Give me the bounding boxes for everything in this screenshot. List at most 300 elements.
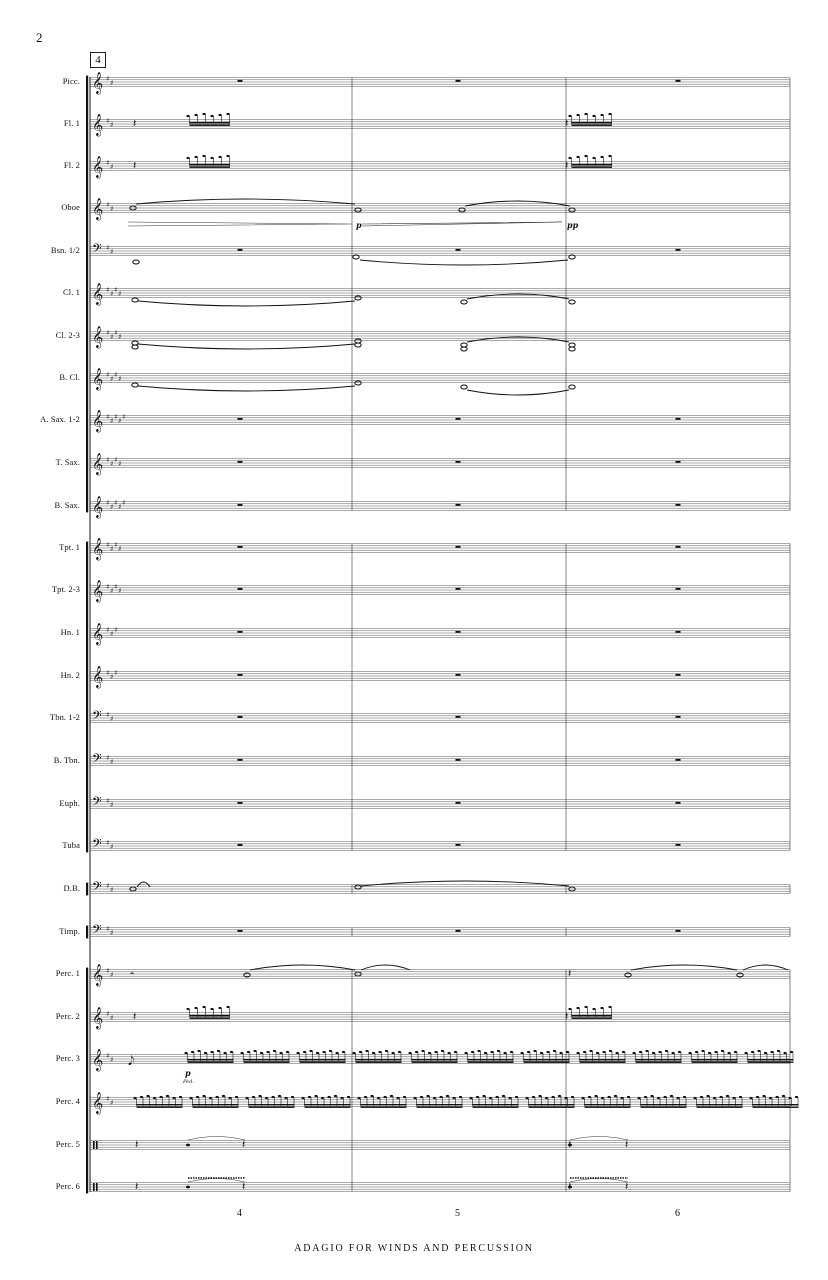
sixteenth-note [551,1096,554,1098]
whole-note [355,381,361,385]
beam [572,1018,613,1019]
beam [473,1107,519,1108]
staff-16 [90,714,790,723]
sharp-icon: ♯ [110,673,114,681]
sixteenth-note [756,1096,759,1098]
sixteenth-note [279,1052,282,1054]
sixteenth-note [744,1052,747,1054]
rehearsal-mark: 4 [90,52,106,68]
sixteenth-note [258,1095,261,1097]
beam [305,1104,351,1105]
whole-note [355,296,361,300]
whole-rest-icon [456,546,461,548]
sixteenth-note [592,157,595,159]
beam [137,1104,183,1105]
beam [356,1059,402,1060]
measure-number: 5 [455,1208,460,1219]
sixteenth-note [215,1096,218,1098]
page-number: 2 [36,30,43,45]
beam [697,1104,743,1105]
whole-rest-icon [676,631,681,633]
sixteenth-note [194,114,197,116]
measure-number: 4 [237,1208,242,1219]
sixteenth-note [734,1051,737,1053]
sixteenth-note [218,1007,221,1009]
beam [188,1062,234,1063]
sixteenth-note [553,1050,556,1052]
instrument-label: Picc. [62,76,80,86]
sixteenth-note [588,1096,591,1098]
sixteenth-note [426,1095,429,1097]
staff-15 [90,672,790,681]
footer-title: ADAGIO FOR WINDS AND PERCUSSION [294,1243,534,1254]
instrument-label: Fl. 2 [63,160,80,170]
percussion-clef-icon [93,1141,95,1149]
dynamic-marking: pp [567,220,579,230]
sharp-icon: ♯ [114,371,118,379]
decrescendo-hairpin [128,222,352,226]
beam [361,1104,407,1105]
quarter-rest-icon: 𝄽 [135,1138,139,1151]
whole-rest-icon [456,461,461,463]
beam [524,1059,570,1060]
whole-rest-icon [238,588,243,590]
sixteenth-note [497,1050,500,1052]
bass-clef-icon: 𝄢 [92,751,102,769]
whole-note [461,347,467,351]
whole-rest-icon [238,80,243,82]
sharp-icon: ♯ [114,583,118,591]
treble-clef-icon: 𝄞 [92,538,104,560]
sixteenth-note [471,1051,474,1053]
sixteenth-note [788,1097,791,1099]
sixteenth-note [217,1050,220,1052]
sharp-icon: ♯ [110,333,114,341]
tie-curve [361,881,569,886]
sharp-icon: ♯ [122,413,126,421]
sharp-icon: ♯ [110,1056,114,1064]
sharp-icon: ♯ [106,499,110,507]
beam [137,1107,183,1108]
sixteenth-note [396,1097,399,1099]
sixteenth-note [540,1052,543,1054]
whole-note [569,347,575,351]
sharp-icon: ♯ [110,1014,114,1022]
sharp-icon: ♯ [106,413,110,421]
group-bracket [86,926,88,939]
instrument-label: A. Sax. 1-2 [40,414,80,424]
sixteenth-note [166,1095,169,1097]
sixteenth-note [658,1051,661,1053]
treble-clef-icon: 𝄞 [92,964,104,986]
treble-clef-icon: 𝄞 [92,198,104,220]
treble-clef-icon: 𝄞 [92,453,104,475]
whole-rest-icon [238,504,243,506]
sharp-icon: ♯ [110,79,114,87]
dynamic-marking: p [356,220,362,230]
note-head [568,1186,572,1189]
sixteenth-note [700,1096,703,1098]
sixteenth-note [764,1052,767,1054]
sharp-icon: ♯ [114,456,118,464]
sixteenth-note [663,1096,666,1098]
sixteenth-note [600,156,603,158]
sixteenth-note [391,1052,394,1054]
sixteenth-note [581,1097,584,1099]
sixteenth-note [447,1052,450,1054]
sixteenth-note [706,1095,709,1097]
sixteenth-note [693,1097,696,1099]
beam [249,1104,295,1105]
treble-clef-icon: 𝄞 [92,326,104,348]
whole-rest-icon [676,588,681,590]
sixteenth-note [245,1097,248,1099]
sixteenth-note [637,1097,640,1099]
sixteenth-note [795,1096,798,1098]
whole-rest-icon [456,930,461,932]
whole-rest-icon [238,930,243,932]
whole-rest-icon [238,716,243,718]
sixteenth-note [202,1095,205,1097]
sixteenth-note [726,1095,729,1097]
beam [300,1059,346,1060]
sixteenth-note [210,157,213,159]
sharp-icon: ♯ [106,329,110,337]
percussion-clef-icon [93,1183,95,1191]
sixteenth-note [189,1097,192,1099]
tie-curve [467,337,569,342]
bass-clef-icon: 𝄢 [92,794,102,812]
sixteenth-note [133,1097,136,1099]
beam [361,1107,407,1108]
sixteenth-note [441,1050,444,1052]
sharp-icon: ♯ [110,1099,114,1107]
beam [190,1015,231,1016]
grace-note-icon: 𝅘𝅥𝅮 [128,1054,135,1069]
staff-8 [90,374,790,383]
sharp-icon: ♯ [106,711,110,719]
whole-rest-icon [238,844,243,846]
staff-3 [90,162,790,171]
sixteenth-note [762,1095,765,1097]
sixteenth-note [584,155,587,157]
group-bracket [86,542,88,853]
sharp-icon: ♯ [118,503,122,511]
sixteenth-note [240,1052,243,1054]
sharp-icon: ♯ [122,499,126,507]
sixteenth-note [558,1095,561,1097]
sixteenth-note [452,1097,455,1099]
sixteenth-note [266,1051,269,1053]
whole-note [355,343,361,347]
sharp-icon: ♯ [106,583,110,591]
sixteenth-note [403,1096,406,1098]
sixteenth-note [645,1050,648,1052]
beam [190,125,231,126]
sixteenth-note [533,1050,536,1052]
measure-number: 6 [675,1208,680,1219]
sixteenth-note [253,1050,256,1052]
sixteenth-note [377,1097,380,1099]
sixteenth-note [342,1051,345,1053]
sixteenth-note [186,1008,189,1010]
sharp-icon: ♯ [114,669,118,677]
crescendo-slur [188,1137,245,1141]
sixteenth-note [273,1050,276,1052]
sixteenth-note [527,1051,530,1053]
sharp-icon: ♯ [110,375,114,383]
beam [692,1059,738,1060]
sixteenth-note [644,1096,647,1098]
sharp-icon: ♯ [110,587,114,595]
sharp-icon: ♯ [106,839,110,847]
sixteenth-note [385,1050,388,1052]
sixteenth-note [757,1050,760,1052]
beam [468,1062,514,1063]
beam [193,1104,239,1105]
sixteenth-note [340,1097,343,1099]
sharp-icon: ♯ [110,886,114,894]
beam [190,167,231,168]
treble-clef-icon: 𝄞 [92,283,104,305]
sixteenth-note [589,1050,592,1052]
sixteenth-note [364,1096,367,1098]
whole-rest-icon [456,588,461,590]
whole-rest-icon [456,674,461,676]
sixteenth-note [352,1052,355,1054]
beam [190,164,231,165]
staff-21 [90,928,790,937]
sixteenth-note [482,1095,485,1097]
whole-note [132,341,138,345]
sixteenth-note [398,1051,401,1053]
quarter-rest-icon: 𝄽 [625,1180,629,1193]
instrument-label: Bsn. 1/2 [50,245,80,255]
sixteenth-note [571,1096,574,1098]
sixteenth-note [769,1097,772,1099]
beam [572,125,613,126]
pedal-marking: Ped. [183,1079,194,1085]
whole-rest-icon [676,461,681,463]
sixteenth-note [209,1097,212,1099]
beam [585,1104,631,1105]
sixteenth-note [469,1097,472,1099]
sharp-icon: ♯ [110,503,114,511]
sixteenth-note [695,1051,698,1053]
sixteenth-note [202,155,205,157]
whole-rest-icon [238,461,243,463]
note-head [186,1144,190,1147]
instrument-label: Perc. 6 [55,1181,80,1191]
sixteenth-note [433,1097,436,1099]
tie-curve [138,301,355,306]
instrument-label: Hn. 1 [60,627,80,637]
sixteenth-note [600,1007,603,1009]
quarter-rest-icon: 𝄽 [133,1010,137,1023]
sharp-icon: ♯ [106,75,110,83]
instrument-label: Euph. [59,798,80,808]
instrument-label: B. Tbn. [53,755,80,765]
bass-clef-icon: 𝄢 [92,836,102,854]
whole-note [569,343,575,347]
sixteenth-note [751,1051,754,1053]
whole-rest-icon [456,249,461,251]
beam [636,1059,682,1060]
sharp-icon: ♯ [118,333,122,341]
sixteenth-note [632,1052,635,1054]
whole-rest-icon [676,930,681,932]
whole-note [461,343,467,347]
sixteenth-note [620,1097,623,1099]
treble-clef-icon: 𝄞 [92,72,104,94]
sharp-icon: ♯ [106,925,110,933]
bass-clef-icon: 𝄢 [92,879,102,897]
sixteenth-note [194,1007,197,1009]
staff-26 [90,1141,790,1150]
sixteenth-note [484,1052,487,1054]
whole-rest-icon [456,418,461,420]
beam [572,122,613,123]
sixteenth-note [223,1052,226,1054]
whole-note [132,298,138,302]
bass-clef-icon: 𝄢 [92,241,102,259]
quarter-rest-icon: 𝄽 [565,1010,569,1023]
sharp-icon: ♯ [110,929,114,937]
whole-rest-icon [676,418,681,420]
sharp-icon: ♯ [106,754,110,762]
sixteenth-note [676,1097,679,1099]
whole-rest-icon [676,80,681,82]
sixteenth-note [218,114,221,116]
group-bracket [86,76,88,513]
sixteenth-note [459,1096,462,1098]
sixteenth-note [186,157,189,159]
sixteenth-note [291,1096,294,1098]
quarter-rest-icon: 𝄽 [135,1180,139,1193]
sixteenth-note [329,1050,332,1052]
sixteenth-note [228,1097,231,1099]
sharp-icon: ♯ [106,797,110,805]
treble-clef-icon: 𝄞 [92,666,104,688]
sixteenth-note [365,1050,368,1052]
sixteenth-note [584,113,587,115]
beam [412,1059,458,1060]
sixteenth-note [568,115,571,117]
sixteenth-note [146,1095,149,1097]
sixteenth-note [683,1096,686,1098]
treble-clef-icon: 𝄞 [92,114,104,136]
instrument-label: Perc. 2 [55,1011,80,1021]
staff-1 [90,78,790,87]
sharp-icon: ♯ [118,460,122,468]
sixteenth-note [538,1095,541,1097]
sixteenth-note [230,1051,233,1053]
tie-curve [467,390,569,395]
beam [473,1104,519,1105]
sixteenth-note [172,1097,175,1099]
bass-clef-icon: 𝄢 [92,708,102,726]
staff-23 [90,1013,790,1022]
staff-4 [90,204,790,213]
sixteenth-note [309,1050,312,1052]
sixteenth-note [489,1097,492,1099]
treble-clef-icon: 𝄞 [92,623,104,645]
whole-rest-icon [238,802,243,804]
sharp-icon: ♯ [114,541,118,549]
decrescendo-hairpin [362,222,562,226]
sixteenth-note [545,1097,548,1099]
staff-19 [90,842,790,851]
beam [641,1104,687,1105]
whole-rest-icon [676,674,681,676]
sixteenth-note [252,1096,255,1098]
beam [748,1062,794,1063]
whole-rest-icon [238,674,243,676]
quarter-rest-icon: 𝄽 [133,117,137,130]
instrument-label: Perc. 3 [55,1053,80,1063]
sixteenth-note [415,1051,418,1053]
beam [193,1107,239,1108]
sixteenth-note [197,1050,200,1052]
whole-rest-icon [456,802,461,804]
instrument-label: Timp. [59,926,80,936]
instrument-label: Fl. 1 [63,118,80,128]
sixteenth-note [583,1051,586,1053]
sixteenth-note [559,1052,562,1054]
sixteenth-note [159,1096,162,1098]
whole-rest-icon [676,504,681,506]
whole-note [461,385,467,389]
beam [249,1107,295,1108]
sixteenth-note [790,1051,793,1053]
sixteenth-note [576,1007,579,1009]
sharp-icon: ♯ [118,587,122,595]
sixteenth-note [210,1051,213,1053]
sixteenth-note [284,1097,287,1099]
sharp-icon: ♯ [110,545,114,553]
quarter-rest-icon: 𝄽 [242,1138,246,1151]
beam [580,1059,626,1060]
sixteenth-note [600,114,603,116]
beam [636,1062,682,1063]
treble-clef-icon: 𝄞 [92,580,104,602]
beam [572,1015,613,1016]
beam [641,1107,687,1108]
sixteenth-note [566,1051,569,1053]
sixteenth-note [378,1051,381,1053]
percussion-clef-icon [96,1141,98,1149]
sharp-icon: ♯ [106,159,110,167]
tie-curve [250,965,355,970]
sixteenth-note [546,1051,549,1053]
whole-note [569,300,575,304]
whole-rest-icon [676,759,681,761]
sixteenth-note [614,1095,617,1097]
sixteenth-note [408,1052,411,1054]
half-rest-icon: 𝄼 [130,967,135,980]
sharp-icon: ♯ [106,244,110,252]
sixteenth-note [226,155,229,157]
sixteenth-note [568,157,571,159]
sixteenth-note [359,1051,362,1053]
treble-clef-icon: 𝄞 [92,496,104,518]
sixteenth-note [602,1051,605,1053]
sixteenth-note [713,1097,716,1099]
sixteenth-note [372,1052,375,1054]
whole-rest-icon [238,631,243,633]
beam [753,1104,799,1105]
beam [585,1107,631,1108]
